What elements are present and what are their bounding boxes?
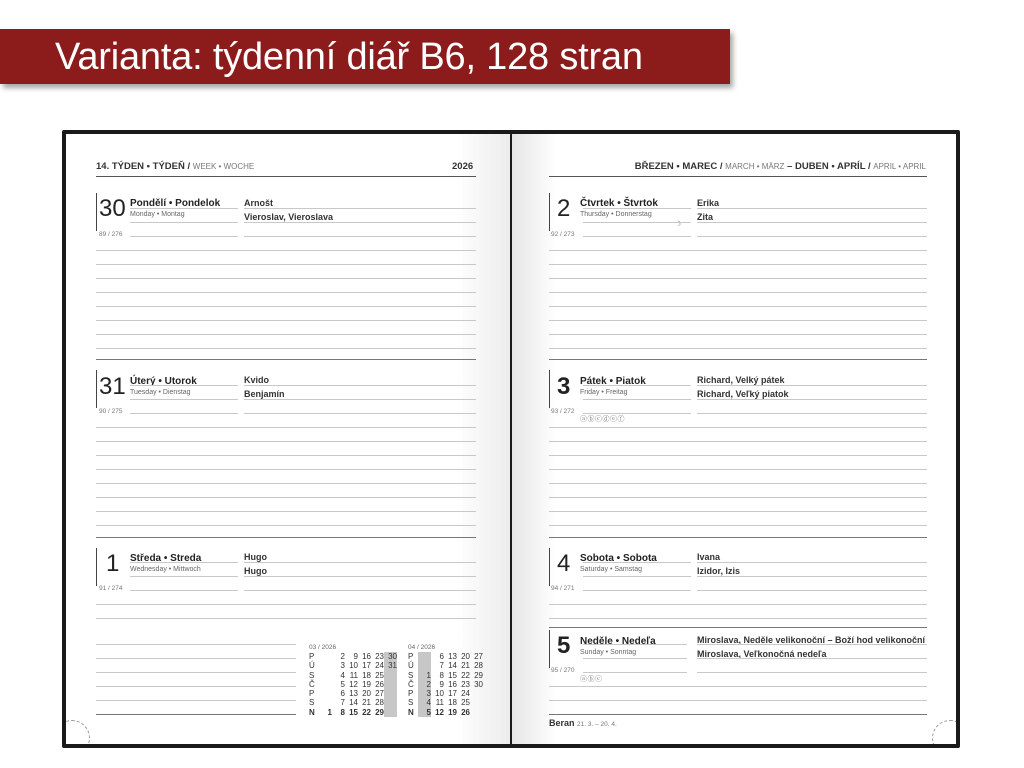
calendar-day: 28 — [474, 661, 483, 671]
ruled-line — [96, 455, 476, 456]
day-number: 4 — [557, 550, 571, 577]
calendar-day: 3 — [340, 661, 345, 671]
calendar-day: 23 — [375, 652, 384, 661]
day-name: Pondělí • Pondelok — [130, 198, 221, 209]
calendar-day: 16 — [448, 679, 457, 689]
day-bar — [549, 193, 550, 231]
ruled-line — [549, 427, 927, 428]
calendar-row — [408, 698, 483, 707]
ruled-line — [96, 264, 476, 265]
calendar-day: 9 — [353, 652, 358, 661]
ruled-line — [96, 604, 476, 605]
calendar-day: 11 — [435, 698, 444, 708]
nameday-sk: Miroslava, Veľkonočná nedeľa — [697, 649, 827, 659]
footer-brand: Beran — [549, 718, 575, 728]
nameday-sk: Richard, Veľký piatok — [697, 389, 789, 399]
ruled-line — [549, 618, 927, 619]
calendar-day — [319, 689, 332, 698]
ruled-line — [697, 658, 927, 659]
weekday-label: Č — [408, 679, 414, 689]
calendar-day: 12 — [349, 679, 358, 689]
calendar-row — [309, 698, 397, 707]
weekday-label: N — [408, 707, 414, 717]
calendar-day: 1 — [327, 707, 332, 717]
calendar-day — [384, 671, 397, 680]
ruled-line — [130, 576, 238, 577]
calendar-day: 29 — [375, 707, 384, 717]
ruled-line — [96, 306, 476, 307]
section-divider — [96, 537, 476, 538]
calendar-title: 04 / 2026 — [408, 644, 436, 651]
day-name: Pátek • Piatok — [580, 376, 646, 387]
calendar-day: 17 — [448, 689, 457, 699]
nameday-cz: Erika — [697, 198, 720, 208]
calendar-day: 20 — [461, 652, 470, 661]
corner-mark — [66, 720, 90, 744]
calendar-day: 30 — [384, 652, 397, 661]
calendar-day: 7 — [439, 661, 444, 671]
calendar-day: 20 — [362, 689, 371, 699]
day-number: 30 — [99, 195, 126, 222]
day-count: 93 / 272 — [551, 408, 575, 415]
ruled-line — [244, 590, 476, 591]
footer — [549, 718, 617, 728]
ruled-line — [130, 208, 238, 209]
right-page — [512, 134, 956, 744]
week-header-label: 14. TÝDEN • TÝDEŇ / — [96, 161, 191, 172]
ruled-line — [697, 672, 927, 673]
ruled-line — [96, 334, 476, 335]
calendar-row — [408, 652, 483, 661]
calendar-day — [384, 689, 397, 698]
nameday-cz: Miroslava, Neděle velikonoční – Boží hod velikonoční — [697, 635, 926, 645]
day-name: Neděle • Nedeľa — [580, 636, 656, 647]
calendar-day: 26 — [375, 679, 384, 689]
calendar-day — [384, 698, 397, 707]
section-divider — [549, 537, 927, 538]
calendar-day: 8 — [439, 670, 444, 680]
weekday-label: S — [309, 698, 315, 708]
weekday-label: S — [408, 698, 414, 708]
calendar-day: 13 — [349, 689, 358, 699]
calendar-day: 22 — [461, 670, 470, 680]
nameday-cz: Ivana — [697, 552, 721, 562]
ruled-line — [549, 278, 927, 279]
left-page — [66, 134, 510, 744]
ruled-line — [96, 686, 296, 687]
nameday-cz: Richard, Velký pátek — [697, 375, 785, 385]
ruled-line — [96, 700, 296, 701]
calendar-day: 19 — [448, 707, 457, 717]
variant-banner — [0, 29, 730, 84]
calendar-day: 30 — [474, 679, 483, 689]
day-name: Úterý • Utorok — [130, 376, 197, 387]
holiday-symbols-icon: ⓐⓑⓒⓓⓔⓕ — [580, 416, 625, 423]
calendar-day — [319, 680, 332, 689]
day-number: 5 — [557, 632, 571, 659]
nameday-sk: Benjamín — [244, 389, 285, 399]
ruled-line — [96, 618, 476, 619]
weekday-label: P — [309, 652, 315, 661]
calendar-day: 25 — [375, 670, 384, 680]
ruled-line — [549, 348, 927, 349]
day-subtitle: Friday • Freitag — [580, 389, 628, 396]
ruled-line — [697, 236, 927, 237]
calendar-day: 27 — [375, 689, 384, 699]
calendar-row — [408, 671, 483, 680]
calendar-row — [408, 708, 483, 717]
ruled-line — [130, 562, 238, 563]
ruled-line — [96, 658, 296, 659]
ruled-line — [96, 348, 476, 349]
calendar-day: 14 — [349, 698, 358, 708]
ruled-line — [549, 469, 927, 470]
day-name: Sobota • Sobota — [580, 553, 657, 564]
ruled-line — [130, 413, 238, 414]
ruled-line — [583, 644, 687, 645]
nameday-sk: Hugo — [244, 566, 267, 576]
section-divider — [549, 359, 927, 360]
calendar-day: 12 — [435, 707, 444, 717]
calendar-day — [384, 680, 397, 689]
ruled-line — [96, 525, 476, 526]
ruled-line — [697, 413, 927, 414]
ruled-line — [244, 413, 476, 414]
month-header-label: BŘEZEN • MAREC / — [634, 161, 723, 172]
calendar-title: 03 / 2026 — [309, 644, 337, 651]
ruled-line — [96, 278, 476, 279]
calendar-row — [309, 652, 397, 661]
calendar-day: 10 — [349, 661, 358, 671]
calendar-day: 21 — [461, 661, 470, 671]
calendar-day — [470, 698, 483, 707]
week-header-light: WEEK • WOCHE — [192, 162, 255, 171]
calendar-day — [319, 652, 332, 661]
month-header-mid: – DUBEN • APRÍL / — [787, 161, 871, 172]
day-subtitle: Sunday • Sonntag — [580, 649, 637, 656]
calendar-day: 1 — [418, 671, 431, 680]
nameday-sk: Izidor, Izis — [697, 566, 741, 576]
ruled-line — [244, 208, 476, 209]
weekday-label: P — [408, 652, 414, 661]
ruled-line — [583, 672, 687, 673]
ruled-line — [549, 306, 927, 307]
ruled-line — [549, 604, 927, 605]
ruled-line — [96, 427, 476, 428]
ruled-line — [130, 590, 238, 591]
ruled-line — [96, 441, 476, 442]
weekday-label: S — [408, 670, 414, 680]
calendar-day — [470, 708, 483, 717]
calendar-day: 24 — [375, 661, 384, 671]
section-divider — [549, 714, 927, 715]
day-number: 3 — [557, 373, 571, 400]
calendar-day: 5 — [418, 708, 431, 717]
ruled-line — [697, 208, 927, 209]
ruled-line — [244, 576, 476, 577]
ruled-line — [583, 222, 691, 223]
day-number: 1 — [106, 550, 120, 577]
day-count: 89 / 276 — [99, 231, 123, 238]
ruled-line — [96, 320, 476, 321]
ruled-line — [583, 208, 691, 209]
calendar-day: 4 — [340, 670, 345, 680]
ruled-line — [96, 644, 296, 645]
ruled-line — [96, 672, 296, 673]
ruled-line — [583, 399, 691, 400]
calendar-day: 26 — [461, 707, 470, 717]
ruled-line — [697, 576, 927, 577]
ruled-line — [583, 236, 691, 237]
ruled-line — [549, 686, 927, 687]
ruled-line — [549, 511, 927, 512]
calendar-day: 22 — [362, 707, 371, 717]
calendar-day: 2 — [418, 680, 431, 689]
day-name: Středa • Streda — [130, 553, 202, 564]
month-header-light1: MARCH • MÄRZ — [725, 162, 785, 171]
ruled-line — [549, 250, 927, 251]
calendar-day: 27 — [474, 652, 483, 661]
calendar-day: 6 — [439, 652, 444, 661]
nameday-cz: Arnošt — [244, 198, 273, 208]
calendar-day: 3 — [418, 689, 431, 698]
ruled-line — [549, 525, 927, 526]
day-bar — [96, 548, 97, 586]
day-count: 95 / 270 — [551, 667, 575, 674]
calendar-row — [309, 689, 397, 698]
calendar-day: 2 — [340, 652, 345, 661]
header-line — [549, 176, 927, 177]
calendar-row — [408, 661, 483, 670]
ruled-line — [583, 658, 687, 659]
day-subtitle: Wednesday • Mittwoch — [130, 566, 201, 573]
section-divider — [96, 714, 296, 715]
holiday-symbols-icon: ⓐⓑⓒ — [580, 676, 603, 683]
calendar-day: 31 — [384, 661, 397, 670]
calendar-day: 21 — [362, 698, 371, 708]
calendar-day: 13 — [448, 652, 457, 661]
ruled-line — [96, 469, 476, 470]
day-subtitle: Monday • Montag — [130, 211, 185, 218]
ruled-line — [583, 562, 691, 563]
section-divider — [96, 359, 476, 360]
nameday-sk: Vieroslav, Vieroslava — [244, 212, 334, 222]
calendar-day: 15 — [349, 707, 358, 717]
ruled-line — [697, 590, 927, 591]
calendar-day: 18 — [448, 698, 457, 708]
ruled-line — [130, 236, 238, 237]
ruled-line — [244, 222, 476, 223]
ruled-line — [697, 399, 927, 400]
nameday-sk: Zita — [697, 212, 714, 222]
calendar-day: 15 — [448, 670, 457, 680]
footer-range: 21. 3. – 20. 4. — [577, 721, 617, 728]
weekday-label: P — [309, 689, 315, 699]
calendar-day — [319, 671, 332, 680]
day-name: Čtvrtek • Štvrtok — [580, 198, 658, 209]
calendar-day: 6 — [340, 689, 345, 699]
ruled-line — [549, 334, 927, 335]
day-count: 90 / 275 — [99, 408, 123, 415]
ruled-line — [549, 455, 927, 456]
weekday-label: Ú — [408, 661, 414, 671]
ruled-line — [244, 385, 476, 386]
day-bar — [96, 370, 97, 408]
ruled-line — [96, 250, 476, 251]
calendar-row — [309, 661, 397, 670]
calendar-day: 24 — [461, 689, 470, 699]
section-divider — [549, 627, 927, 628]
ruled-line — [96, 292, 476, 293]
mini-calendar-april — [408, 643, 483, 717]
day-count: 91 / 274 — [99, 585, 123, 592]
calendar-day — [470, 689, 483, 698]
ruled-line — [549, 320, 927, 321]
ruled-line — [130, 222, 238, 223]
ruled-line — [96, 511, 476, 512]
weekday-label: S — [309, 670, 315, 680]
ruled-line — [549, 292, 927, 293]
ruled-line — [549, 483, 927, 484]
calendar-day: 28 — [375, 698, 384, 708]
weekday-label: N — [309, 707, 315, 717]
calendar-day — [319, 661, 332, 670]
nameday-cz: Hugo — [244, 552, 267, 562]
calendar-row — [408, 689, 483, 698]
day-number: 31 — [99, 373, 126, 400]
calendar-row — [408, 680, 483, 689]
ruled-line — [549, 497, 927, 498]
calendar-day — [319, 698, 332, 707]
weekday-label: Ú — [309, 661, 315, 671]
day-count: 94 / 271 — [551, 585, 575, 592]
calendar-day — [418, 652, 431, 661]
ruled-line — [130, 385, 238, 386]
calendar-day: 7 — [340, 698, 345, 708]
calendar-day: 16 — [362, 652, 371, 661]
calendar-row — [309, 671, 397, 680]
ruled-line — [96, 483, 476, 484]
ruled-line — [549, 700, 927, 701]
nameday-cz: Kvido — [244, 375, 270, 385]
calendar-row — [309, 680, 397, 689]
header-line — [96, 176, 476, 177]
calendar-day: 19 — [362, 679, 371, 689]
ruled-line — [244, 562, 476, 563]
ruled-line — [697, 385, 927, 386]
calendar-day: 8 — [340, 707, 345, 717]
calendar-day: 18 — [362, 670, 371, 680]
calendar-day: 23 — [461, 679, 470, 689]
ruled-line — [583, 576, 691, 577]
calendar-day: 11 — [349, 670, 358, 680]
corner-mark — [932, 720, 956, 744]
moon-phase-icon: ☽ — [675, 221, 682, 228]
calendar-day: 5 — [340, 679, 345, 689]
ruled-line — [549, 441, 927, 442]
ruled-line — [583, 590, 691, 591]
day-count: 92 / 273 — [551, 231, 575, 238]
calendar-day: 25 — [461, 698, 470, 708]
week-header — [96, 161, 254, 172]
ruled-line — [130, 399, 238, 400]
month-header-light2: APRIL • APRIL — [873, 162, 926, 171]
day-bar — [549, 548, 550, 586]
month-header — [635, 161, 926, 172]
ruled-line — [244, 399, 476, 400]
mini-calendar-march — [309, 643, 397, 717]
calendar-day: 10 — [435, 689, 444, 699]
day-number: 2 — [557, 195, 571, 222]
diary-spread — [62, 130, 960, 748]
day-subtitle: Thursday • Donnerstag — [580, 211, 652, 218]
year-label: 2026 — [452, 161, 474, 172]
calendar-day: 17 — [362, 661, 371, 671]
ruled-line — [244, 236, 476, 237]
day-bar — [96, 193, 97, 231]
day-bar — [549, 630, 550, 668]
day-bar — [549, 370, 550, 408]
weekday-label: Č — [309, 679, 315, 689]
weekday-label: P — [408, 689, 414, 699]
calendar-day: 29 — [474, 670, 483, 680]
calendar-day — [418, 661, 431, 670]
ruled-line — [697, 644, 927, 645]
calendar-day — [384, 708, 397, 717]
ruled-line — [697, 562, 927, 563]
day-subtitle: Saturday • Samstag — [580, 566, 642, 573]
ruled-line — [96, 497, 476, 498]
calendar-row — [309, 708, 397, 717]
banner-title: Varianta: týdenní diář B6, 128 stran — [55, 36, 643, 78]
ruled-line — [583, 413, 691, 414]
ruled-line — [583, 385, 691, 386]
day-subtitle: Tuesday • Dienstag — [130, 389, 191, 396]
calendar-day: 14 — [448, 661, 457, 671]
calendar-day: 4 — [418, 698, 431, 707]
ruled-line — [549, 264, 927, 265]
calendar-day: 9 — [439, 679, 444, 689]
ruled-line — [697, 222, 927, 223]
